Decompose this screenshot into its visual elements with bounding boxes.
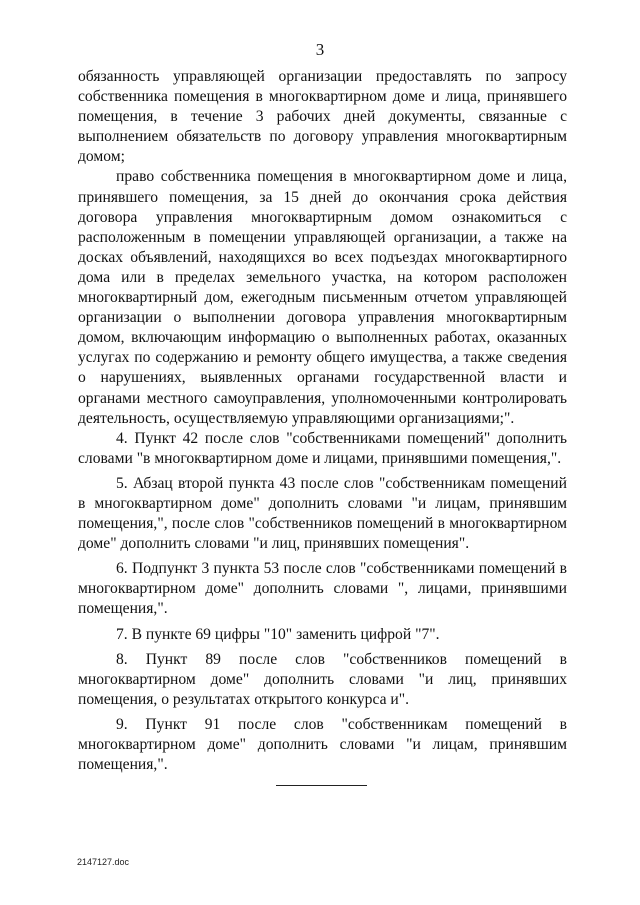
paragraph-item-8: 8. Пункт 89 после слов "собственников помещений в многоквартирном доме" дополнить словами "и лиц, принявших помещения, о результатах открытого конкурса и". [78,650,567,708]
paragraph-item-4: 4. Пункт 42 после слов "собственниками помещений" дополнить словами "в многоквартирном доме и лицами, принявшими помещения,". [78,429,567,467]
page-number: 3 [315,40,325,59]
paragraph-item-6: 6. Подпункт 3 пункта 53 после слов "собственниками помещений в многоквартирном доме" дополнить словами ", лицами, принявшими помещения,". [78,560,567,618]
paragraph-item-7: 7. В пункте 69 цифры "10" заменить цифрой "7". [116,625,440,643]
paragraph-obligation: обязанность управляющей организации предоставлять по запросу собственника помещения в многоквартирном доме и лица, принявшего помещения, в течение 3 рабочих дней документы, связанные с выполнением обязательств по договору управления многоквартирным домом; [78,68,567,166]
paragraph-item-9: 9. Пункт 91 после слов "собственникам помещений в многоквартирном доме" дополнить словами "и лицам, принявшим помещения,". [78,715,567,774]
document-filename: 2147127.doc [77,857,130,867]
paragraph-owner-right: право собственника помещения в многоквартирном доме и лица, принявшего помещения, за 15 дней до окончания срока действия договора управления многоквартирным домом ознакомиться с расположенным в помещении управляющей организации, а также на досках объявлений, находящихся во всех подъездах многоквартирного дома или в пределах земельного участка, на котором расположен многоквартирный дом, ежегодным письменным отчетом управляющей организации о выполнении договора управления многоквартирным домом, включающим информацию о выполненных работах, оказанных услугах по содержанию и ремонту общего имущества, а также сведения о нарушениях, выявленных органами государственной власти и органами местного самоуправления, уполномоченными контролировать деятельность, осуществляемую управляющими организациями;". [78,168,567,427]
closing-divider [276,785,367,786]
paragraph-item-5: 5. Абзац второй пункта 43 после слов "собственникам помещений в многоквартирном доме" дополнить словами "и лицам, принявшим помещения,", после слов "собственников помещений в многоквартирном доме" дополнить словами "и лиц, принявших помещения". [78,474,567,553]
document-body [78,67,567,775]
